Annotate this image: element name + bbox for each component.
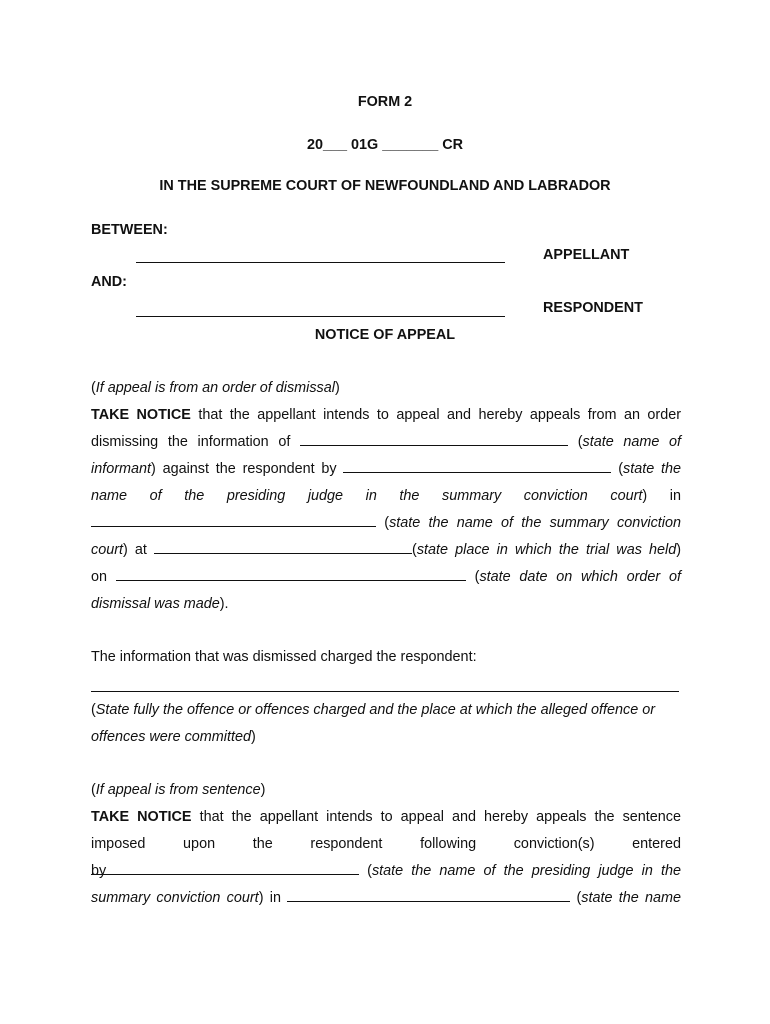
trial-place-blank <box>154 539 412 554</box>
sentence-line-2: imposed upon the respondent following conviction(s) entered by <box>91 836 681 879</box>
sentence-section <box>91 777 681 912</box>
appellant-label: APPELLANT <box>543 247 630 263</box>
charge-note-line-2: offences were committed) <box>91 729 256 745</box>
dismissal-line-5: (state the name of the summary conviction <box>91 510 681 537</box>
dismissal-line-1: TAKE NOTICE that the appellant intends to appeal and hereby appeals from an order <box>91 407 682 423</box>
notice-title: NOTICE OF APPEAL <box>314 327 456 343</box>
charge-note <box>91 697 681 751</box>
sentence-line-3: (state the name of the presiding judge in the <box>91 858 681 885</box>
dismissal-line-3: informant) against the respondent by (state the <box>91 456 681 483</box>
and-label: AND: <box>91 274 127 290</box>
form-title: FORM 2 <box>357 94 413 110</box>
court-name-blank <box>91 512 376 527</box>
sentence-heading: (If appeal is from sentence) <box>91 782 266 798</box>
dismissal-line-8: dismissal was made). <box>91 596 229 612</box>
respondent-label: RESPONDENT <box>543 300 643 316</box>
dismissal-line-6: court) at (state place in which the trial was held) <box>91 537 681 564</box>
appellant-name-line <box>136 262 505 263</box>
sentence-line-4: summary conviction court) in (state the name <box>91 885 681 912</box>
dismissal-section <box>91 375 681 618</box>
take-notice-label: TAKE NOTICE <box>91 809 192 825</box>
charge-intro: The information that was dismissed charged the respondent: <box>91 649 477 665</box>
sentencing-judge-blank <box>91 860 359 875</box>
offence-blank-line <box>91 691 679 692</box>
sentencing-court-blank <box>287 887 570 902</box>
dismissal-date-blank <box>116 566 466 581</box>
dismissal-line-2: dismissing the information of (state name of <box>91 429 681 456</box>
file-number: 20___ 01G _______ CR <box>306 137 464 153</box>
presiding-judge-blank <box>343 458 611 473</box>
court-name: IN THE SUPREME COURT OF NEWFOUNDLAND AND LABRADOR <box>159 178 611 194</box>
charge-note-line-1: (State fully the offence or offences charged and the place at which the alleged offence or <box>91 702 656 718</box>
take-notice-label: TAKE NOTICE <box>91 407 191 423</box>
dismissal-line-7: on (state date on which order of <box>91 564 681 591</box>
informant-blank <box>300 431 568 446</box>
respondent-name-line <box>136 316 505 317</box>
sentence-line-1: TAKE NOTICE that the appellant intends to appeal and hereby appeals the sentence <box>91 809 681 825</box>
between-label: BETWEEN: <box>91 222 168 238</box>
dismissal-line-4: name of the presiding judge in the summary conviction court) in <box>91 488 682 504</box>
dismissal-heading: (If appeal is from an order of dismissal) <box>91 380 340 396</box>
